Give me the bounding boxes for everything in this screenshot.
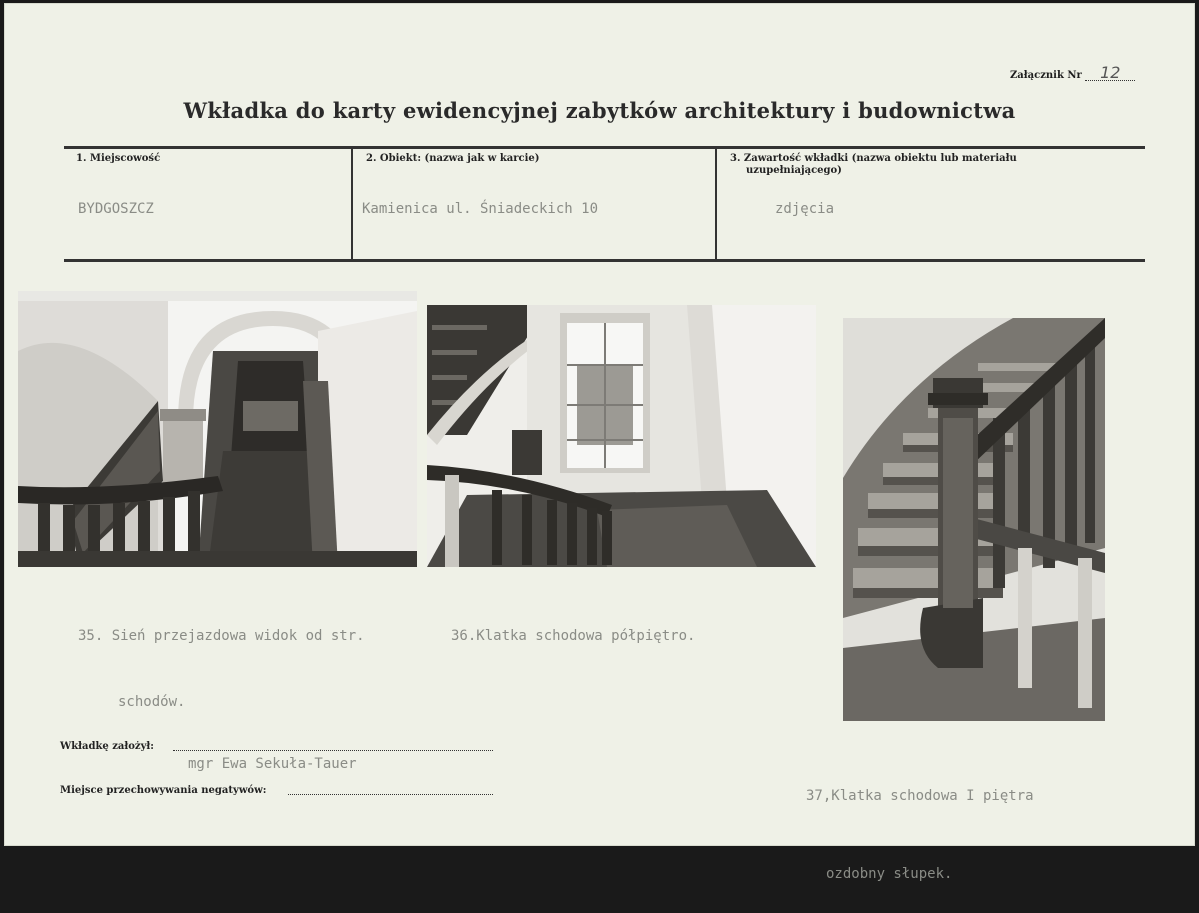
page-title: Wkładka do karty ewidencyjnej zabytków architektury i budownictwa xyxy=(183,98,1016,123)
object-value: Kamienica ul. Śniadeckich 10 xyxy=(362,201,599,217)
table-bottom-rule xyxy=(64,259,1145,262)
column-divider xyxy=(351,148,353,260)
caption-35 xyxy=(78,581,365,735)
content-label-line1: 3. Zawartość wkładki (nazwa obiektu lub materiału xyxy=(730,153,1017,164)
caption-37 xyxy=(806,731,1034,913)
column-divider xyxy=(715,148,717,260)
founder-label: Wkładkę założył: xyxy=(60,741,154,752)
photo-36-staircase xyxy=(427,305,816,567)
locality-value: BYDGOSZCZ xyxy=(78,201,154,217)
negatives-dotted-line xyxy=(288,794,493,795)
caption-37-line2: ozdobny słupek. xyxy=(826,866,953,882)
caption-35-line2: schodów. xyxy=(118,694,186,710)
content-label xyxy=(730,153,1017,177)
founder-value: mgr Ewa Sekuła-Tauer xyxy=(188,756,357,772)
negatives-label: Miejsce przechowywania negatywów: xyxy=(60,785,267,796)
caption-36 xyxy=(451,581,695,669)
locality-label: 1. Miejscowość xyxy=(76,153,161,164)
photo-37-newel-post xyxy=(843,318,1105,721)
object-label: 2. Obiekt: (nazwa jak w karcie) xyxy=(366,153,540,164)
caption-37-line1: 37,Klatka schodowa I piętra xyxy=(806,788,1034,804)
content-label-line2: uzupełniającego) xyxy=(746,165,842,176)
table-top-rule xyxy=(64,146,1145,149)
photo-35-passage xyxy=(18,291,417,567)
annex-label xyxy=(1010,63,1135,82)
caption-35-line1: 35. Sień przejazdowa widok od str. xyxy=(78,628,365,644)
caption-36-line1: 36.Klatka schodowa półpiętro. xyxy=(451,628,696,644)
annex-number: 12 xyxy=(1085,66,1135,81)
annex-label-text: Załącznik Nr xyxy=(1010,70,1082,81)
founder-dotted-line xyxy=(173,750,493,751)
content-value: zdjęcia xyxy=(775,201,835,217)
